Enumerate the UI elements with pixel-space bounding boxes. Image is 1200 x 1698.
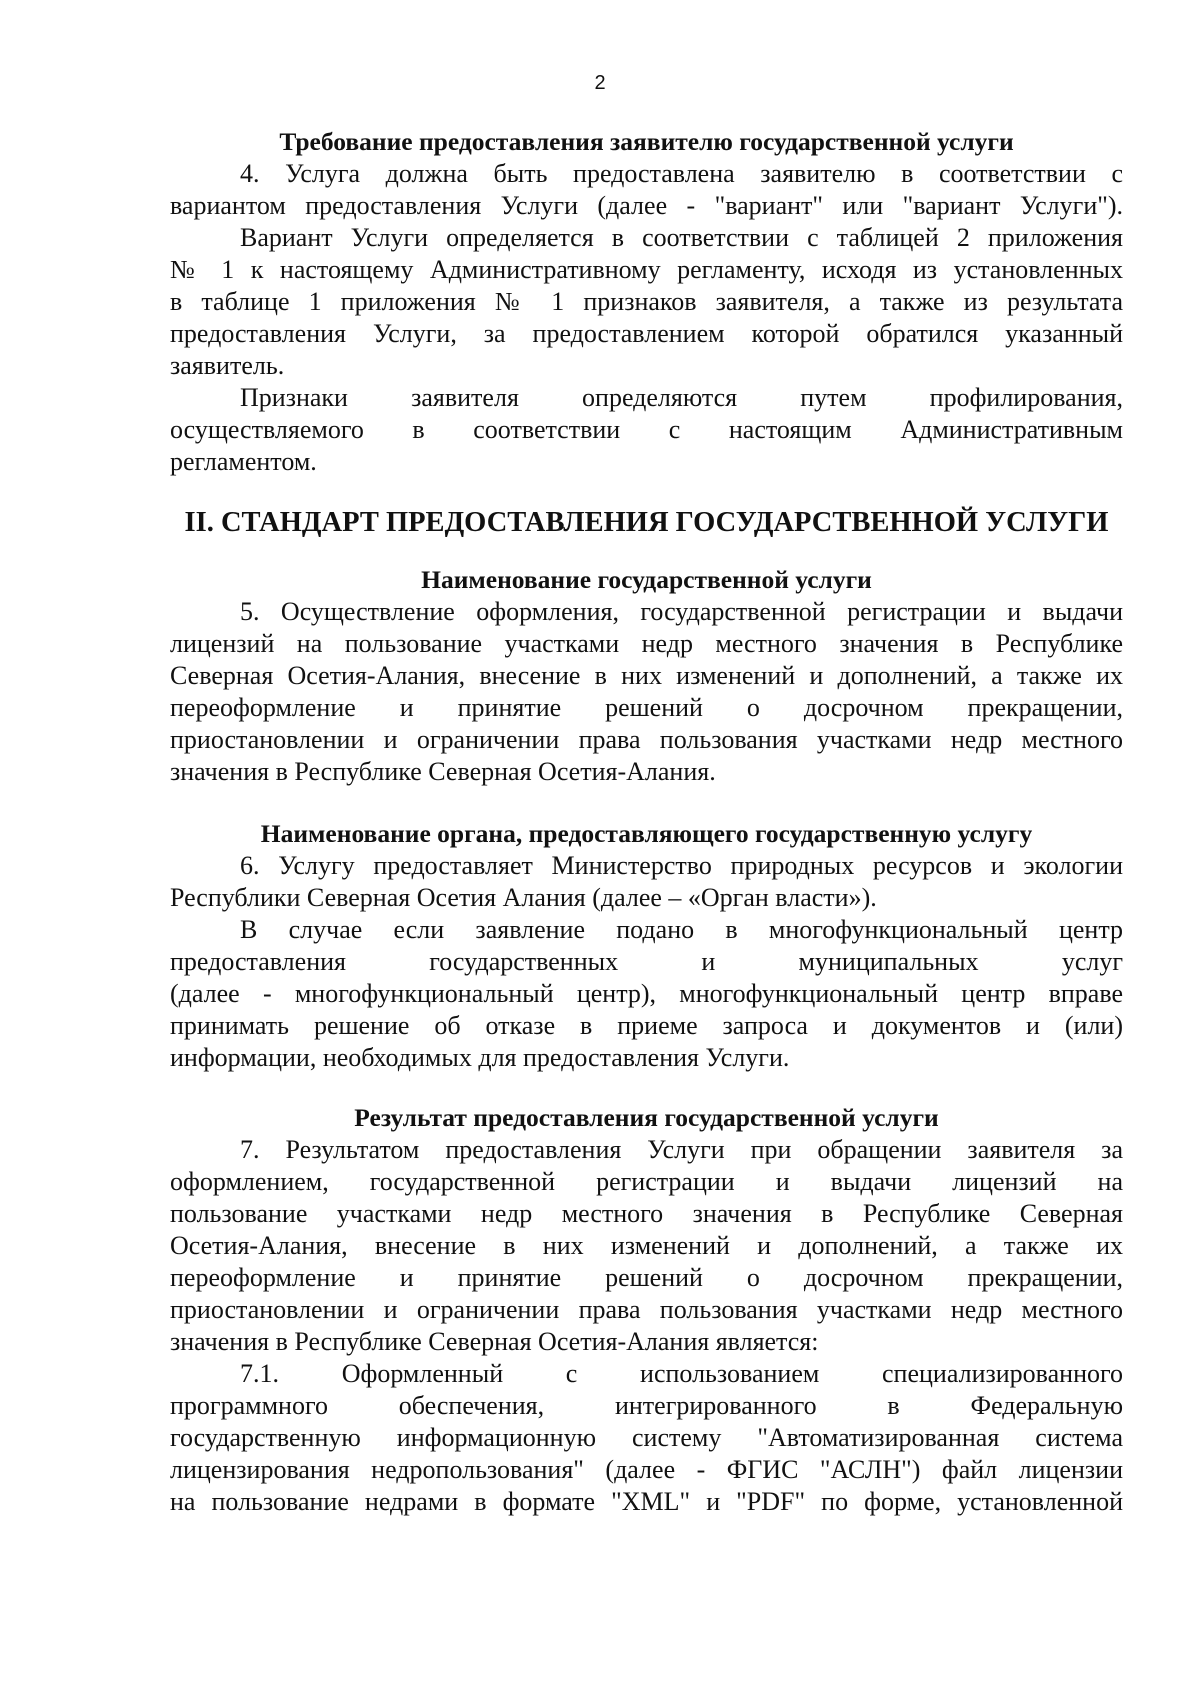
text-line: государственную информационную систему "Автоматизированная система xyxy=(170,1423,1123,1452)
text-line: 5. Осуществление оформления, государственной регистрации и выдачи xyxy=(240,597,1123,626)
text-line: приостановлении и ограничении права пользования участками недр местного xyxy=(170,1295,1123,1324)
text-line: регламентом. xyxy=(170,447,317,476)
document-body xyxy=(170,126,1123,1518)
text-line: Вариант Услуги определяется в соответствии с таблицей 2 приложения xyxy=(240,223,1123,252)
text-line: значения в Республике Северная Осетия-Алания является: xyxy=(170,1327,819,1356)
text-line: значения в Республике Северная Осетия-Алания. xyxy=(170,757,716,786)
text-line: на пользование недрами в формате "XML" и "PDF" по форме, установленной xyxy=(170,1487,1123,1516)
text-line: Осетия-Алания, внесение в них изменений и дополнений, а также их xyxy=(170,1231,1123,1260)
text-line: информации, необходимых для предоставления Услуги. xyxy=(170,1043,790,1072)
paragraph-6 xyxy=(170,850,1123,914)
section-heading-organ: Наименование органа, предоставляющего государственную услугу xyxy=(260,819,1033,848)
text-line: Признаки заявителя определяются путем профилирования, xyxy=(240,383,1123,412)
text-line: осуществляемого в соответствии с настоящим Административным xyxy=(170,415,1123,444)
paragraph-4 xyxy=(170,158,1123,222)
paragraph-mfc xyxy=(170,914,1123,1074)
paragraph-7 xyxy=(170,1134,1123,1358)
paragraph-signs xyxy=(170,382,1123,478)
text-line: 6. Услугу предоставляет Министерство природных ресурсов и экологии xyxy=(240,851,1123,880)
text-line: 7. Результатом предоставления Услуги при обращении заявителя за xyxy=(240,1135,1123,1164)
section-heading-requirement: Требование предоставления заявителю государственной услуги xyxy=(279,127,1014,156)
text-line: (далее - многофункциональный центр), многофункциональный центр вправе xyxy=(170,979,1123,1008)
text-line: переоформление и принятие решений о досрочном прекращении, xyxy=(170,693,1123,722)
text-line: принимать решение об отказе в приеме запроса и документов и (или) xyxy=(170,1011,1123,1040)
text-line: программного обеспечения, интегрированного в Федеральную xyxy=(170,1391,1123,1420)
text-line: переоформление и принятие решений о досрочном прекращении, xyxy=(170,1263,1123,1292)
paragraph-7-1 xyxy=(170,1358,1123,1518)
text-line: 7.1. Оформленный с использованием специализированного xyxy=(240,1359,1123,1388)
text-line: лицензирования недропользования" (далее - ФГИС "АСЛН") файл лицензии xyxy=(170,1455,1123,1484)
section-heading-result: Результат предоставления государственной услуги xyxy=(354,1103,939,1132)
text-line: лицензий на пользование участками недр местного значения в Республике xyxy=(170,629,1123,658)
text-line: оформлением, государственной регистрации и выдачи лицензий на xyxy=(170,1167,1123,1196)
text-line: № 1 к настоящему Административному регламенту, исходя из установленных xyxy=(170,255,1123,284)
text-line: Северная Осетия-Алания, внесение в них изменений и дополнений, а также их xyxy=(170,661,1123,690)
chapter-title: II. СТАНДАРТ ПРЕДОСТАВЛЕНИЯ ГОСУДАРСТВЕННОЙ УСЛУГИ xyxy=(184,507,1109,538)
text-line: В случае если заявление подано в многофункциональный центр xyxy=(240,915,1123,944)
text-line: предоставления Услуги, за предоставлением которой обратился указанный xyxy=(170,319,1123,348)
text-line: вариантом предоставления Услуги (далее - "вариант" или "вариант Услуги"). xyxy=(170,191,1123,220)
paragraph-variant xyxy=(170,222,1123,382)
page-number: 2 xyxy=(594,72,606,94)
paragraph-5 xyxy=(170,596,1123,788)
text-line: пользование участками недр местного значения в Республике Северная xyxy=(170,1199,1123,1228)
text-line: 4. Услуга должна быть предоставлена заявителю в соответствии с xyxy=(240,159,1123,188)
section-heading-service-name: Наименование государственной услуги xyxy=(421,565,872,594)
text-line: в таблице 1 приложения № 1 признаков заявителя, а также из результата xyxy=(170,287,1123,316)
text-line: предоставления государственных и муниципальных услуг xyxy=(170,947,1123,976)
text-line: заявитель. xyxy=(170,351,285,380)
text-line: Республики Северная Осетия Алания (далее – «Орган власти»). xyxy=(170,883,877,912)
text-line: приостановлении и ограничении права пользования участками недр местного xyxy=(170,725,1123,754)
